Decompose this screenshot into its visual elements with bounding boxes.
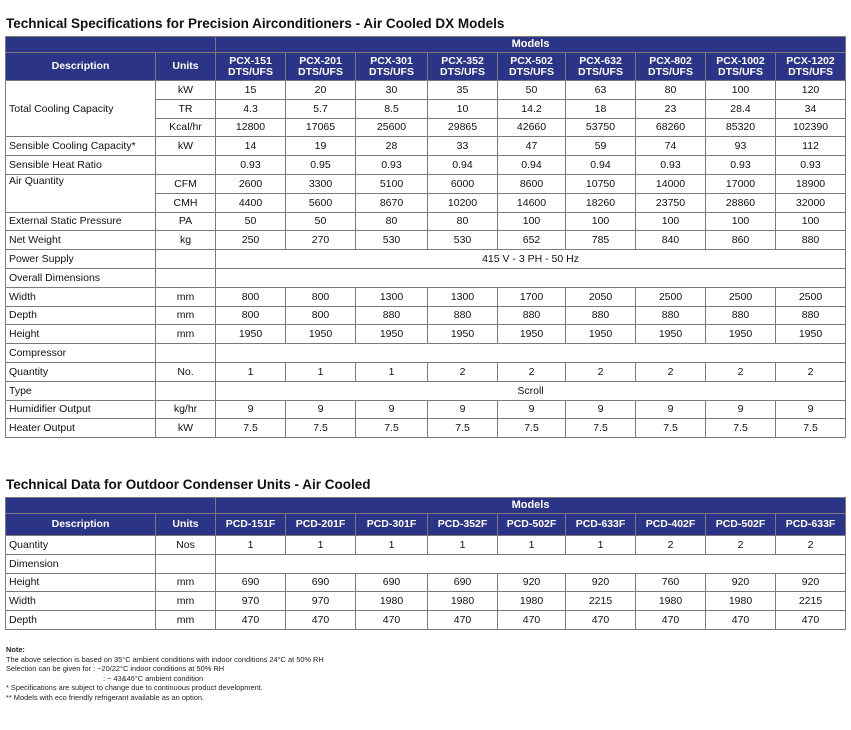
value-cell: 920 bbox=[566, 573, 636, 592]
value-cell: 1700 bbox=[498, 287, 566, 306]
value-cell: 690 bbox=[428, 573, 498, 592]
value-cell: 19 bbox=[286, 137, 356, 156]
model-variant: DTS/UFS bbox=[788, 65, 833, 78]
value-cell: 800 bbox=[286, 306, 356, 325]
value-cell: 120 bbox=[776, 81, 846, 100]
model-header: PCD-502F bbox=[706, 514, 776, 536]
value-cell: 1950 bbox=[498, 325, 566, 344]
value-cell: 7.5 bbox=[636, 419, 706, 438]
unit-cell: mm bbox=[156, 592, 216, 611]
value-cell: 28.4 bbox=[706, 99, 776, 118]
value-cell: 0.95 bbox=[286, 156, 356, 175]
unit-cell: PA bbox=[156, 212, 216, 231]
models-header: Models bbox=[216, 37, 846, 53]
value-cell: 7.5 bbox=[776, 419, 846, 438]
value-cell: 10750 bbox=[566, 174, 636, 193]
model-header: PCD-402F bbox=[636, 514, 706, 536]
model-header bbox=[216, 53, 286, 81]
model-header bbox=[286, 53, 356, 81]
value-cell: 100 bbox=[636, 212, 706, 231]
value-cell: 50 bbox=[286, 212, 356, 231]
row-label: Air Quantity bbox=[6, 174, 156, 212]
value-cell: 9 bbox=[286, 400, 356, 419]
model-name: PCX-502 bbox=[510, 54, 553, 67]
row-label: Total Cooling Capacity bbox=[6, 81, 156, 137]
model-header: PCD-633F bbox=[566, 514, 636, 536]
model-header bbox=[706, 53, 776, 81]
value-cell: 920 bbox=[706, 573, 776, 592]
value-cell: 530 bbox=[428, 231, 498, 250]
value-cell: 100 bbox=[706, 212, 776, 231]
units-header: Units bbox=[156, 514, 216, 536]
value-cell: 0.94 bbox=[566, 156, 636, 175]
unit-cell bbox=[156, 156, 216, 175]
value-cell: 2 bbox=[636, 362, 706, 381]
model-header: PCD-633F bbox=[776, 514, 846, 536]
value-cell: 14600 bbox=[498, 193, 566, 212]
model-header: PCD-502F bbox=[498, 514, 566, 536]
model-variant: DTS/UFS bbox=[298, 65, 343, 78]
value-cell: 1 bbox=[216, 536, 286, 555]
model-name: PCX-802 bbox=[649, 54, 692, 67]
model-name: PCX-632 bbox=[579, 54, 622, 67]
unit-cell: mm bbox=[156, 287, 216, 306]
value-cell: 50 bbox=[498, 81, 566, 100]
value-cell: 100 bbox=[706, 81, 776, 100]
value-cell: 0.93 bbox=[216, 156, 286, 175]
value-cell: 8670 bbox=[356, 193, 428, 212]
value-cell: 7.5 bbox=[498, 419, 566, 438]
condenser-table bbox=[5, 497, 846, 630]
value-cell: 1980 bbox=[428, 592, 498, 611]
row-label: Width bbox=[6, 592, 156, 611]
row-label: Quantity bbox=[6, 362, 156, 381]
value-cell: 28860 bbox=[706, 193, 776, 212]
value-cell: 1300 bbox=[356, 287, 428, 306]
value-cell: 880 bbox=[706, 306, 776, 325]
value-cell: 9 bbox=[706, 400, 776, 419]
unit-cell: CMH bbox=[156, 193, 216, 212]
unit-cell bbox=[156, 268, 216, 287]
unit-cell: kg/hr bbox=[156, 400, 216, 419]
value-cell: 470 bbox=[286, 611, 356, 630]
value-cell: 1 bbox=[286, 362, 356, 381]
model-variant: DTS/UFS bbox=[509, 65, 554, 78]
unit-cell: Kcal/hr bbox=[156, 118, 216, 137]
value-cell: 34 bbox=[776, 99, 846, 118]
row-label: Width bbox=[6, 287, 156, 306]
value-cell: 2 bbox=[706, 362, 776, 381]
row-label: Humidifier Output bbox=[6, 400, 156, 419]
value-cell: 2500 bbox=[776, 287, 846, 306]
value-cell: 840 bbox=[636, 231, 706, 250]
value-cell: 2 bbox=[636, 536, 706, 555]
value-cell: 4.3 bbox=[216, 99, 286, 118]
value-cell: 74 bbox=[636, 137, 706, 156]
value-cell: 1 bbox=[216, 362, 286, 381]
value-cell: 2 bbox=[776, 362, 846, 381]
value-cell: 100 bbox=[776, 212, 846, 231]
row-label: Quantity bbox=[6, 536, 156, 555]
value-cell: 470 bbox=[498, 611, 566, 630]
value-cell: 1 bbox=[286, 536, 356, 555]
model-header bbox=[428, 53, 498, 81]
value-cell: 800 bbox=[216, 306, 286, 325]
value-cell: 1950 bbox=[356, 325, 428, 344]
section-label: Dimension bbox=[6, 554, 156, 573]
value-cell: 102390 bbox=[776, 118, 846, 137]
value-cell: 2 bbox=[566, 362, 636, 381]
value-cell: 1950 bbox=[636, 325, 706, 344]
value-cell: 7.5 bbox=[428, 419, 498, 438]
value-cell: 1980 bbox=[706, 592, 776, 611]
model-name: PCX-1202 bbox=[786, 54, 835, 67]
value-cell: 80 bbox=[356, 212, 428, 231]
value-cell: 7.5 bbox=[286, 419, 356, 438]
unit-cell: kg bbox=[156, 231, 216, 250]
unit-cell: CFM bbox=[156, 174, 216, 193]
row-label: Type bbox=[6, 381, 156, 400]
value-cell: 85320 bbox=[706, 118, 776, 137]
value-cell: 1980 bbox=[356, 592, 428, 611]
span-cell bbox=[216, 554, 846, 573]
value-cell: 0.93 bbox=[706, 156, 776, 175]
value-cell: 28 bbox=[356, 137, 428, 156]
span-value: 415 V - 3 PH - 50 Hz bbox=[216, 250, 846, 269]
model-header: PCD-301F bbox=[356, 514, 428, 536]
notes-heading: Note: bbox=[6, 645, 25, 654]
model-header: PCD-352F bbox=[428, 514, 498, 536]
value-cell: 6000 bbox=[428, 174, 498, 193]
value-cell: 29865 bbox=[428, 118, 498, 137]
model-header: PCD-201F bbox=[286, 514, 356, 536]
value-cell: 10200 bbox=[428, 193, 498, 212]
value-cell: 2500 bbox=[636, 287, 706, 306]
model-header: PCD-151F bbox=[216, 514, 286, 536]
unit-cell: TR bbox=[156, 99, 216, 118]
value-cell: 1950 bbox=[286, 325, 356, 344]
unit-cell: kW bbox=[156, 419, 216, 438]
value-cell: 2600 bbox=[216, 174, 286, 193]
value-cell: 2 bbox=[428, 362, 498, 381]
row-label: Sensible Cooling Capacity* bbox=[6, 137, 156, 156]
row-label: Power Supply bbox=[6, 250, 156, 269]
value-cell: 5600 bbox=[286, 193, 356, 212]
value-cell: 80 bbox=[428, 212, 498, 231]
value-cell: 880 bbox=[428, 306, 498, 325]
value-cell: 53750 bbox=[566, 118, 636, 137]
note-line: The above selection is based on 35°C ambient conditions with indoor conditions 24°C at 50% RH bbox=[6, 654, 324, 664]
model-name: PCX-352 bbox=[441, 54, 484, 67]
value-cell: 0.94 bbox=[428, 156, 498, 175]
value-cell: 0.93 bbox=[356, 156, 428, 175]
value-cell: 800 bbox=[216, 287, 286, 306]
description-header: Description bbox=[6, 514, 156, 536]
value-cell: 470 bbox=[776, 611, 846, 630]
value-cell: 7.5 bbox=[216, 419, 286, 438]
value-cell: 7.5 bbox=[706, 419, 776, 438]
value-cell: 690 bbox=[286, 573, 356, 592]
model-header bbox=[776, 53, 846, 81]
value-cell: 880 bbox=[356, 306, 428, 325]
value-cell: 23 bbox=[636, 99, 706, 118]
value-cell: 2215 bbox=[566, 592, 636, 611]
value-cell: 47 bbox=[498, 137, 566, 156]
model-variant: DTS/UFS bbox=[578, 65, 623, 78]
value-cell: 880 bbox=[636, 306, 706, 325]
value-cell: 1980 bbox=[498, 592, 566, 611]
model-name: PCX-1002 bbox=[716, 54, 765, 67]
value-cell: 112 bbox=[776, 137, 846, 156]
value-cell: 25600 bbox=[356, 118, 428, 137]
value-cell: 250 bbox=[216, 231, 286, 250]
unit-cell bbox=[156, 344, 216, 363]
value-cell: 4400 bbox=[216, 193, 286, 212]
value-cell: 690 bbox=[356, 573, 428, 592]
unit-cell: mm bbox=[156, 306, 216, 325]
notes-section bbox=[6, 645, 606, 702]
value-cell: 2 bbox=[706, 536, 776, 555]
value-cell: 1 bbox=[428, 536, 498, 555]
value-cell: 860 bbox=[706, 231, 776, 250]
value-cell: 1950 bbox=[216, 325, 286, 344]
row-label: External Static Pressure bbox=[6, 212, 156, 231]
value-cell: 800 bbox=[286, 287, 356, 306]
value-cell: 93 bbox=[706, 137, 776, 156]
units-header: Units bbox=[156, 53, 216, 81]
value-cell: 100 bbox=[498, 212, 566, 231]
model-name: PCX-151 bbox=[229, 54, 272, 67]
value-cell: 2215 bbox=[776, 592, 846, 611]
unit-cell: mm bbox=[156, 573, 216, 592]
section-label: Compressor bbox=[6, 344, 156, 363]
value-cell: 5.7 bbox=[286, 99, 356, 118]
unit-cell bbox=[156, 250, 216, 269]
value-cell: 760 bbox=[636, 573, 706, 592]
model-variant: DTS/UFS bbox=[369, 65, 414, 78]
value-cell: 652 bbox=[498, 231, 566, 250]
value-cell: 59 bbox=[566, 137, 636, 156]
unit-cell: mm bbox=[156, 325, 216, 344]
value-cell: 1950 bbox=[566, 325, 636, 344]
value-cell: 2 bbox=[498, 362, 566, 381]
note-line: * Specifications are subject to change due to continuous product development. bbox=[6, 683, 263, 692]
value-cell: 33 bbox=[428, 137, 498, 156]
value-cell: 270 bbox=[286, 231, 356, 250]
value-cell: 530 bbox=[356, 231, 428, 250]
value-cell: 35 bbox=[428, 81, 498, 100]
value-cell: 9 bbox=[216, 400, 286, 419]
value-cell: 880 bbox=[776, 306, 846, 325]
unit-cell: kW bbox=[156, 81, 216, 100]
value-cell: 1950 bbox=[706, 325, 776, 344]
unit-cell bbox=[156, 554, 216, 573]
value-cell: 18900 bbox=[776, 174, 846, 193]
value-cell: 80 bbox=[636, 81, 706, 100]
row-label: Height bbox=[6, 325, 156, 344]
value-cell: 30 bbox=[356, 81, 428, 100]
unit-cell bbox=[156, 381, 216, 400]
value-cell: 690 bbox=[216, 573, 286, 592]
span-cell bbox=[216, 344, 846, 363]
value-cell: 7.5 bbox=[566, 419, 636, 438]
value-cell: 0.93 bbox=[776, 156, 846, 175]
value-cell: 880 bbox=[776, 231, 846, 250]
value-cell: 0.93 bbox=[636, 156, 706, 175]
model-variant: DTS/UFS bbox=[718, 65, 763, 78]
value-cell: 470 bbox=[356, 611, 428, 630]
value-cell: 970 bbox=[216, 592, 286, 611]
value-cell: 1950 bbox=[428, 325, 498, 344]
value-cell: 8600 bbox=[498, 174, 566, 193]
section-label: Overall Dimensions bbox=[6, 268, 156, 287]
model-variant: DTS/UFS bbox=[648, 65, 693, 78]
value-cell: 1980 bbox=[636, 592, 706, 611]
value-cell: 17000 bbox=[706, 174, 776, 193]
row-label: Sensible Heat Ratio bbox=[6, 156, 156, 175]
value-cell: 920 bbox=[776, 573, 846, 592]
value-cell: 9 bbox=[636, 400, 706, 419]
value-cell: 880 bbox=[498, 306, 566, 325]
value-cell: 63 bbox=[566, 81, 636, 100]
note-line: Selection can be given for : ~20/22°C indoor conditions at 50% RH bbox=[6, 664, 225, 673]
value-cell: 5100 bbox=[356, 174, 428, 193]
value-cell: 14000 bbox=[636, 174, 706, 193]
value-cell: 3300 bbox=[286, 174, 356, 193]
value-cell: 12800 bbox=[216, 118, 286, 137]
unit-cell: Nos bbox=[156, 536, 216, 555]
value-cell: 20 bbox=[286, 81, 356, 100]
value-cell: 17065 bbox=[286, 118, 356, 137]
model-variant: DTS/UFS bbox=[228, 65, 273, 78]
unit-cell: kW bbox=[156, 137, 216, 156]
value-cell: 1 bbox=[356, 362, 428, 381]
value-cell: 0.94 bbox=[498, 156, 566, 175]
value-cell: 14.2 bbox=[498, 99, 566, 118]
model-header bbox=[636, 53, 706, 81]
models-header: Models bbox=[216, 498, 846, 514]
span-cell bbox=[216, 268, 846, 287]
value-cell: 880 bbox=[566, 306, 636, 325]
value-cell: 1 bbox=[566, 536, 636, 555]
value-cell: 785 bbox=[566, 231, 636, 250]
value-cell: 9 bbox=[566, 400, 636, 419]
note-line: ** Models with eco friendly refrigerant available as an option. bbox=[6, 692, 205, 702]
value-cell: 7.5 bbox=[356, 419, 428, 438]
unit-cell: No. bbox=[156, 362, 216, 381]
value-cell: 32000 bbox=[776, 193, 846, 212]
value-cell: 1300 bbox=[428, 287, 498, 306]
value-cell: 9 bbox=[428, 400, 498, 419]
value-cell: 10 bbox=[428, 99, 498, 118]
unit-cell: mm bbox=[156, 611, 216, 630]
value-cell: 9 bbox=[498, 400, 566, 419]
description-header: Description bbox=[6, 53, 156, 81]
value-cell: 1950 bbox=[776, 325, 846, 344]
value-cell: 1 bbox=[498, 536, 566, 555]
header-blank bbox=[6, 498, 216, 514]
model-header bbox=[356, 53, 428, 81]
value-cell: 68260 bbox=[636, 118, 706, 137]
value-cell: 9 bbox=[356, 400, 428, 419]
value-cell: 50 bbox=[216, 212, 286, 231]
value-cell: 2050 bbox=[566, 287, 636, 306]
value-cell: 2 bbox=[776, 536, 846, 555]
value-cell: 15 bbox=[216, 81, 286, 100]
model-header bbox=[566, 53, 636, 81]
row-label: Depth bbox=[6, 611, 156, 630]
value-cell: 920 bbox=[498, 573, 566, 592]
header-blank bbox=[6, 37, 216, 53]
row-label: Heater Output bbox=[6, 419, 156, 438]
value-cell: 18 bbox=[566, 99, 636, 118]
value-cell: 470 bbox=[216, 611, 286, 630]
condenser-table-title: Technical Data for Outdoor Condenser Units - Air Cooled bbox=[6, 477, 371, 492]
value-cell: 23750 bbox=[636, 193, 706, 212]
row-label: Net Weight bbox=[6, 231, 156, 250]
value-cell: 9 bbox=[776, 400, 846, 419]
value-cell: 470 bbox=[706, 611, 776, 630]
model-header bbox=[498, 53, 566, 81]
value-cell: 42660 bbox=[498, 118, 566, 137]
value-cell: 470 bbox=[566, 611, 636, 630]
row-label: Height bbox=[6, 573, 156, 592]
value-cell: 970 bbox=[286, 592, 356, 611]
value-cell: 2500 bbox=[706, 287, 776, 306]
model-variant: DTS/UFS bbox=[440, 65, 485, 78]
value-cell: 18260 bbox=[566, 193, 636, 212]
note-line: : ~ 43&46°C ambient condition bbox=[103, 673, 204, 683]
model-name: PCX-301 bbox=[370, 54, 413, 67]
value-cell: 470 bbox=[428, 611, 498, 630]
specifications-table bbox=[5, 36, 846, 438]
value-cell: 14 bbox=[216, 137, 286, 156]
value-cell: 1 bbox=[356, 536, 428, 555]
value-cell: 470 bbox=[636, 611, 706, 630]
value-cell: 8.5 bbox=[356, 99, 428, 118]
value-cell: 100 bbox=[566, 212, 636, 231]
span-value: Scroll bbox=[216, 381, 846, 400]
row-label: Depth bbox=[6, 306, 156, 325]
spec-table-title: Technical Specifications for Precision Airconditioners - Air Cooled DX Models bbox=[6, 16, 505, 31]
model-name: PCX-201 bbox=[299, 54, 342, 67]
